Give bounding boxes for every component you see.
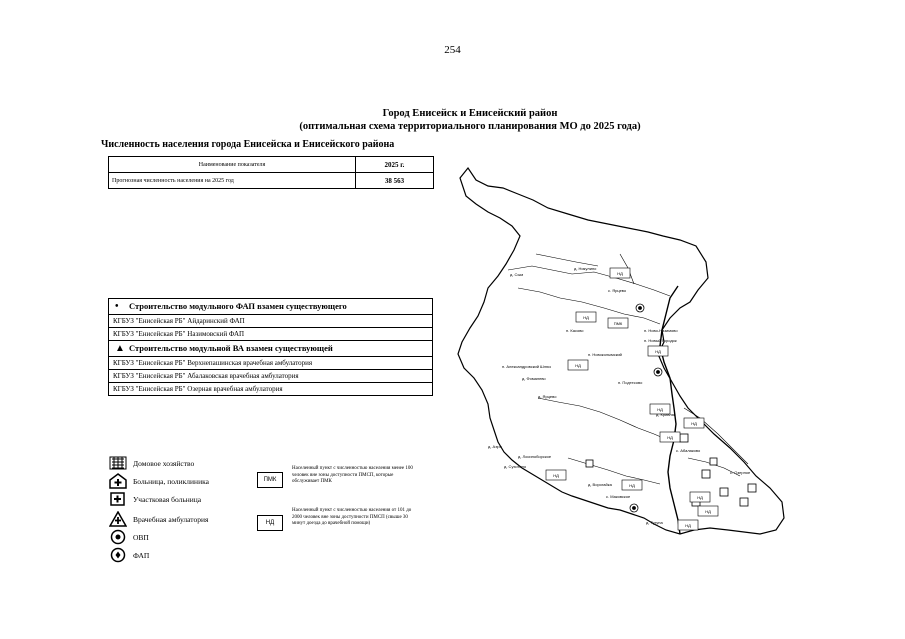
modular-construction-table (108, 298, 433, 396)
settlement-boxes (546, 268, 718, 530)
place-label: п. Новоколымский (588, 352, 622, 357)
list-item: КГБУЗ "Енисейская РБ" Назимовский ФАП (109, 328, 433, 341)
place-label: д. Сухотино (504, 464, 527, 469)
list-item: КГБУЗ "Енисейская РБ" Верхнепашинская врачебная амбулатория (109, 357, 433, 370)
ovp-icon (109, 529, 127, 545)
place-label: п. Ново-Назимово (644, 328, 678, 333)
place-label: д. Аэрп (488, 444, 502, 449)
map-box-label: НД (685, 523, 691, 528)
place-labels (488, 266, 751, 525)
va-heading: Строительство модульной ВА взамен существующей (129, 343, 333, 353)
place-label: д. Сым (510, 272, 524, 277)
legend-item-household (109, 455, 194, 471)
title-line-2: (оптимальная схема территориального планирования МО до 2025 года) (299, 121, 641, 132)
place-label: с. Ярцево (608, 288, 627, 293)
legend-label: ОВП (133, 532, 149, 542)
river-tributaries (508, 254, 748, 484)
map-box-label: НД (553, 473, 559, 478)
map-box (546, 470, 566, 480)
place-label: д. Тугуна (646, 520, 663, 525)
table-header-row (109, 157, 434, 173)
legend-item-hospital (109, 473, 209, 489)
title-line-1: Город Енисейск и Енисейский район (382, 108, 558, 119)
place-label: д. Ярцево (538, 394, 557, 399)
place-label: д. Никулино (574, 266, 597, 271)
map-box-label: НД (705, 509, 711, 514)
household-icon (109, 455, 127, 471)
district-hospital-icon (109, 491, 127, 507)
list-item: КГБУЗ "Енисейская РБ" Айдаринский ФАП (109, 315, 433, 328)
fap-icon: • (115, 301, 119, 312)
place-label: д. Лосиноборское (518, 454, 552, 459)
map-box (648, 346, 668, 356)
map-box (610, 268, 630, 278)
map-box-label: НД (657, 407, 663, 412)
map-box (690, 492, 710, 502)
legend-label: Больница, поликлиника (133, 476, 209, 486)
place-label: д. Фомалево (522, 376, 546, 381)
place-label: с. Абалаково (676, 448, 701, 453)
place-label: д. Ворогайка (588, 482, 612, 487)
ambulatory-icon (109, 511, 127, 527)
map-box (698, 506, 718, 516)
legend-label: Домовое хозяйство (133, 458, 195, 468)
page-number: 254 (444, 44, 461, 56)
place-label: с. Озерное (730, 470, 751, 475)
map-box-label: НД (655, 349, 661, 354)
population-table (108, 156, 434, 189)
legend-item-fap (109, 547, 149, 563)
map-box (684, 418, 704, 428)
header-cell-year: 2025 г. (356, 157, 434, 173)
legend-item-ovp (109, 529, 149, 545)
header-cell-name: Наименование показателя (109, 157, 356, 173)
map-box-label: НД (697, 495, 703, 500)
cell-value: 38 563 (356, 173, 434, 189)
map-box-label: НД (667, 435, 673, 440)
page-title (260, 107, 680, 133)
map-box-label: НД (575, 363, 581, 368)
place-label: д. Кривляк (656, 412, 676, 417)
fap-heading-cell (109, 299, 433, 315)
legend-label: ФАП (133, 550, 150, 560)
map-box (576, 312, 596, 322)
map-box-label: НД (583, 315, 589, 320)
district-boundary (458, 168, 784, 534)
legend-item-district-hospital (109, 491, 201, 507)
hospital-icon (109, 473, 127, 489)
legend-item-ambulatory (109, 511, 208, 527)
map-box (678, 520, 698, 530)
list-item: КГБУЗ "Енисейская РБ" Озерная врачебная амбулатория (109, 383, 433, 396)
map-box (660, 432, 680, 442)
place-label: п. Касово (566, 328, 584, 333)
map-box (622, 480, 642, 490)
map-box-label: ПМК (613, 321, 623, 326)
district-map (448, 158, 793, 548)
va-heading-cell (109, 341, 433, 357)
settlement-markers (586, 304, 756, 512)
place-label: п. Подтесово (618, 380, 643, 385)
table-row (109, 173, 434, 189)
pmk-legend-box: ПМК (257, 472, 283, 488)
place-label: п. Александровский Шлюз (502, 364, 551, 369)
fap-heading: Строительство модульного ФАП взамен существующего (129, 301, 347, 311)
map-box (608, 318, 628, 328)
legend-label: Участковая больница (133, 494, 202, 504)
population-heading: Численность населения города Енисейска и Енисейского района (101, 139, 395, 150)
pmk-legend-note: Населенный пункт с численностью населения менее 100 человек вне зоны доступности ПМСП, которые обслуживает ПМК (292, 466, 413, 484)
legend-label: Врачебная амбулатория (133, 514, 209, 524)
list-item: КГБУЗ "Енисейская РБ" Абалаковская врачебная амбулатория (109, 370, 433, 383)
nd-legend-note: Населенный пункт с численностью населения от 101 до 2000 человек вне зоны доступности ПМСП (свыше 30 минут доезда до врачебной помощи) (292, 508, 412, 526)
cell-indicator: Прогнозная численность населения на 2025 год (109, 173, 356, 189)
map-box (568, 360, 588, 370)
map-box-label: НД (617, 271, 623, 276)
nd-legend-box: НД (257, 515, 283, 531)
ambulatory-icon: ▲ (115, 343, 125, 354)
map-box-label: НД (691, 421, 697, 426)
place-label: п. Новый Городок (644, 338, 677, 343)
place-label: с. Маковское (606, 494, 631, 499)
map-box-label: НД (629, 483, 635, 488)
fap-icon (109, 547, 127, 563)
